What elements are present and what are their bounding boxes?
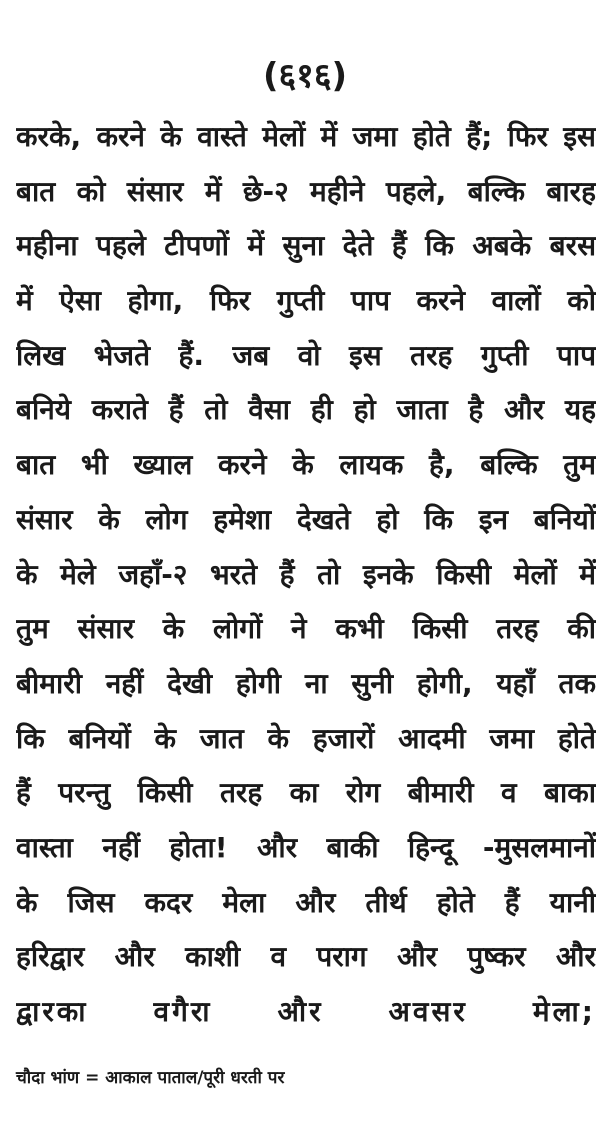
text-line: में ऐसा होगा, फिर गुप्ती पाप करने वालों को — [16, 284, 596, 318]
text-line: द्वारका वगैरा और अवसर मेला; — [16, 995, 596, 1028]
text-line: बीमारी नहीं देखी होगी ना सुनी होगी, यहाँ तक — [16, 666, 596, 700]
body-text — [16, 110, 596, 1040]
page-number: (६१६) — [262, 56, 348, 96]
text-line: कि बनियों के जात के हजारों आदमी जमा होते — [16, 721, 596, 755]
footnote: चौदा भांण = आकाल पाताल/पूरी धरती पर — [16, 1068, 285, 1088]
text-line: हरिद्वार और काशी व पराग और पुष्कर और — [16, 940, 596, 974]
text-line: वास्ता नहीं होता! और बाकी हिन्दू -मुसलमानों — [16, 830, 596, 864]
text-line: बात को संसार में छे-२ महीने पहले, बल्कि बारह — [16, 174, 596, 208]
text-line: संसार के लोग हमेशा देखते हो कि इन बनियों — [16, 502, 596, 536]
text-line: बनिये कराते हैं तो वैसा ही हो जाता है और यह — [16, 393, 596, 427]
text-line: हैं परन्तु किसी तरह का रोग बीमारी व बाका — [16, 776, 596, 810]
text-line: के जिस कदर मेला और तीर्थ होते हैं यानी — [16, 885, 596, 919]
text-line: करके, करने के वास्ते मेलों में जमा होते हैं; फिर इस — [16, 120, 596, 153]
text-line: महीना पहले टीपणों में सुना देते हैं कि अबके बरस — [16, 229, 596, 263]
text-line: के मेले जहाँ-२ भरते हैं तो इनके किसी मेलों में — [16, 557, 596, 591]
text-line: लिख भेजते हैं. जब वो इस तरह गुप्ती पाप — [16, 338, 596, 372]
text-line: बात भी ख्याल करने के लायक है, बल्कि तुम — [16, 448, 596, 482]
text-line: तुम संसार के लोगों ने कभी किसी तरह की — [16, 612, 596, 646]
